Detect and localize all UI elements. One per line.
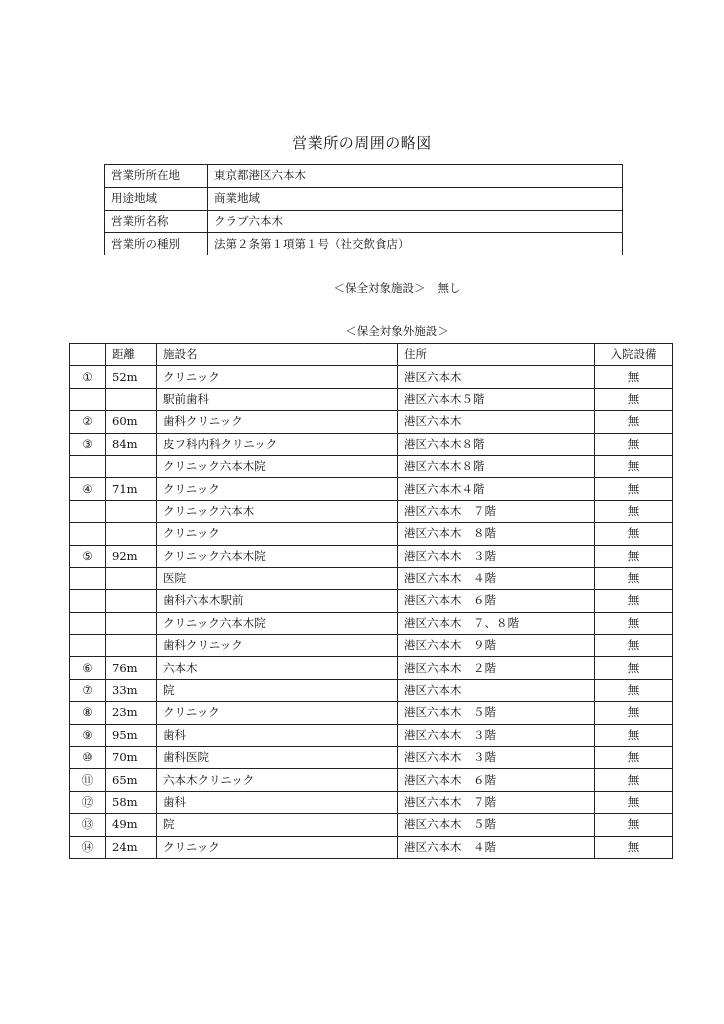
cell-distance [106,388,157,410]
cell-num [70,612,106,634]
facility-table [69,343,673,859]
cell-ward: 無 [595,836,673,858]
table-row [70,388,673,410]
cell-ward: 無 [595,702,673,724]
column-header-address: 住所 [398,344,595,366]
cell-distance: 92m [106,545,157,567]
cell-ward: 無 [595,567,673,589]
column-header-num [70,344,106,366]
cell-ward: 無 [595,679,673,701]
cell-ward: 無 [595,523,673,545]
cell-num: ⑨ [70,724,106,746]
cell-facility-name: クリニック六本木院 [157,545,398,567]
cell-address: 港区六本木 ５階 [398,814,595,836]
cell-ward: 無 [595,478,673,500]
cell-num [70,388,106,410]
cell-address: 港区六本木８階 [398,433,595,455]
unprotected-facilities-heading: ＜保全対象外施設＞ [345,324,449,338]
cell-facility-name: クリニック [157,366,398,388]
cell-distance [106,455,157,477]
cell-ward: 無 [595,590,673,612]
info-label: 営業所所在地 [105,165,208,188]
unprotected-facilities-section [0,323,724,339]
cell-distance [106,590,157,612]
table-row [70,478,673,500]
cell-facility-name: 院 [157,814,398,836]
info-value: 東京都港区六本木 [208,165,623,188]
cell-facility-name: 院 [157,679,398,701]
cell-address: 港区六本木４階 [398,478,595,500]
cell-facility-name: 駅前歯科 [157,388,398,410]
info-label: 営業所の種別 [105,233,208,255]
protected-facilities-value: 無し [437,281,461,295]
table-row [70,567,673,589]
cell-address: 港区六本木８階 [398,455,595,477]
cell-distance [106,500,157,522]
cell-distance: 49m [106,814,157,836]
cell-address: 港区六本木 ５階 [398,702,595,724]
cell-ward: 無 [595,366,673,388]
cell-address: 港区六本木 ３階 [398,724,595,746]
cell-ward: 無 [595,500,673,522]
table-row [70,679,673,701]
cell-distance: 71m [106,478,157,500]
protected-facilities-section [0,280,724,296]
column-header-ward: 入院設備 [595,344,673,366]
cell-facility-name: 医院 [157,567,398,589]
cell-num [70,635,106,657]
cell-facility-name: 歯科六本木駅前 [157,590,398,612]
cell-distance: 84m [106,433,157,455]
table-row [70,545,673,567]
cell-num [70,500,106,522]
cell-distance: 70m [106,747,157,769]
table-row [70,500,673,522]
cell-facility-name: 歯科クリニック [157,411,398,433]
cell-num: ③ [70,433,106,455]
cell-num [70,590,106,612]
table-row [70,657,673,679]
cell-facility-name: 六本木クリニック [157,769,398,791]
cell-address: 港区六本木 ７階 [398,500,595,522]
cell-num: ⑪ [70,769,106,791]
cell-address: 港区六本木 ４階 [398,836,595,858]
cell-ward: 無 [595,411,673,433]
cell-distance [106,567,157,589]
table-row [70,769,673,791]
cell-num: ⑩ [70,747,106,769]
info-value: クラブ六本木 [208,210,623,233]
cell-num: ⑥ [70,657,106,679]
cell-num: ② [70,411,106,433]
column-header-distance: 距離 [106,344,157,366]
protected-facilities-heading: ＜保全対象施設＞ [333,281,426,295]
table-row [70,724,673,746]
cell-address: 港区六本木 [398,411,595,433]
cell-facility-name: クリニック [157,523,398,545]
info-row [105,165,623,188]
cell-facility-name: クリニック [157,836,398,858]
cell-address: 港区六本木 [398,679,595,701]
cell-num: ④ [70,478,106,500]
cell-facility-name: 歯科クリニック [157,635,398,657]
cell-num: ⑧ [70,702,106,724]
cell-facility-name: クリニック [157,702,398,724]
cell-distance: 60m [106,411,157,433]
table-row [70,702,673,724]
info-row [105,210,623,233]
cell-num: ⑫ [70,791,106,813]
cell-ward: 無 [595,657,673,679]
cell-distance: 52m [106,366,157,388]
table-row [70,635,673,657]
cell-facility-name: クリニック [157,478,398,500]
table-row [70,433,673,455]
cell-num [70,523,106,545]
cell-ward: 無 [595,724,673,746]
cell-ward: 無 [595,388,673,410]
cell-ward: 無 [595,433,673,455]
info-row [105,233,623,255]
cell-num: ⑭ [70,836,106,858]
info-value: 法第２条第１項第１号（社交飲食店） [208,233,623,255]
table-row [70,747,673,769]
cell-facility-name: 皮フ科内科クリニック [157,433,398,455]
cell-num [70,455,106,477]
cell-ward: 無 [595,455,673,477]
table-row [70,612,673,634]
cell-ward: 無 [595,769,673,791]
table-header-row [70,344,673,366]
info-row [105,187,623,210]
cell-ward: 無 [595,747,673,769]
cell-address: 港区六本木 ６階 [398,769,595,791]
cell-address: 港区六本木 ３階 [398,747,595,769]
cell-distance: 24m [106,836,157,858]
table-row [70,836,673,858]
cell-num: ① [70,366,106,388]
office-info-table [104,164,623,255]
cell-num [70,567,106,589]
cell-address: 港区六本木 ８階 [398,523,595,545]
table-row [70,411,673,433]
cell-facility-name: 歯科 [157,791,398,813]
table-row [70,814,673,836]
cell-num: ⑦ [70,679,106,701]
cell-address: 港区六本木 ７、８階 [398,612,595,634]
table-row [70,366,673,388]
cell-num: ⑬ [70,814,106,836]
cell-facility-name: クリニック六本木 [157,500,398,522]
cell-distance [106,612,157,634]
cell-distance [106,523,157,545]
cell-address: 港区六本木 ９階 [398,635,595,657]
cell-ward: 無 [595,814,673,836]
cell-facility-name: 歯科医院 [157,747,398,769]
cell-address: 港区六本木 ２階 [398,657,595,679]
cell-address: 港区六本木 ３階 [398,545,595,567]
cell-address: 港区六本木 ４階 [398,567,595,589]
cell-address: 港区六本木５階 [398,388,595,410]
table-row [70,523,673,545]
column-header-name: 施設名 [157,344,398,366]
page-title: 営業所の周囲の略図 [292,134,432,152]
cell-facility-name: クリニック六本木院 [157,455,398,477]
cell-distance: 76m [106,657,157,679]
cell-distance: 95m [106,724,157,746]
cell-distance: 23m [106,702,157,724]
cell-distance: 65m [106,769,157,791]
cell-address: 港区六本木 [398,366,595,388]
cell-distance: 58m [106,791,157,813]
cell-num: ⑤ [70,545,106,567]
table-row [70,455,673,477]
cell-ward: 無 [595,635,673,657]
table-row [70,590,673,612]
cell-distance: 33m [106,679,157,701]
info-value: 商業地域 [208,187,623,210]
table-row [70,791,673,813]
cell-facility-name: 六本木 [157,657,398,679]
cell-facility-name: 歯科 [157,724,398,746]
cell-facility-name: クリニック六本木院 [157,612,398,634]
info-label: 営業所名称 [105,210,208,233]
cell-ward: 無 [595,545,673,567]
cell-ward: 無 [595,791,673,813]
cell-address: 港区六本木 ６階 [398,590,595,612]
cell-ward: 無 [595,612,673,634]
cell-address: 港区六本木 ７階 [398,791,595,813]
info-label: 用途地域 [105,187,208,210]
facility-table-body [70,366,673,859]
cell-distance [106,635,157,657]
